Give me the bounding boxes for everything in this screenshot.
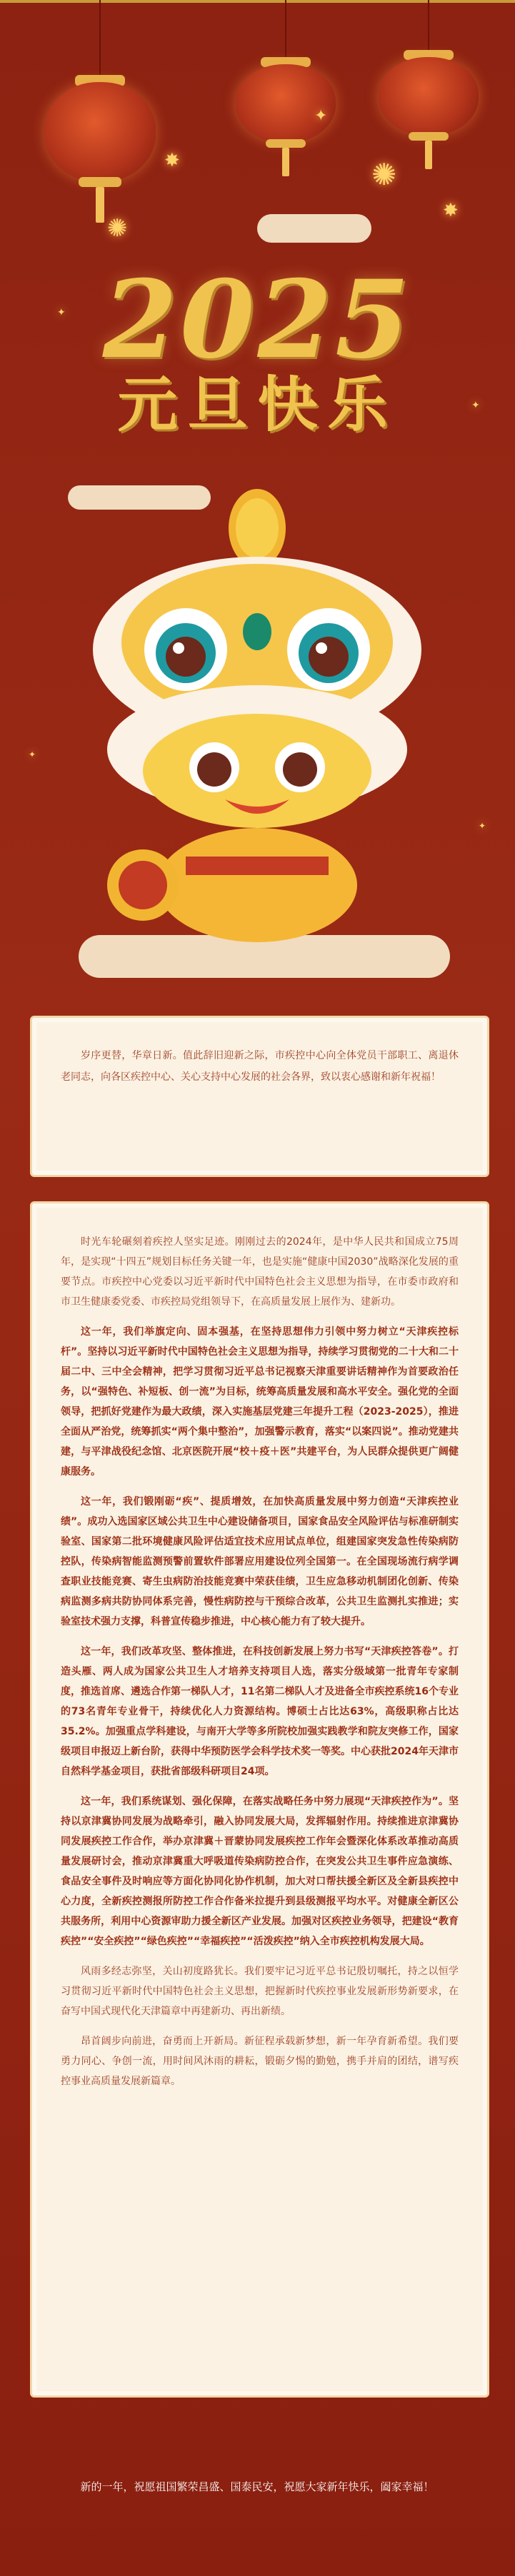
paragraph-outlook: 风雨多经志弥坚，关山初度路犹长。我们要牢记习近平总书记殷切嘱托，持之以恒学习贯彻习近平新时代中国特色社会主义思想，把握新时代疾控事业发展新形势新要求，在奋写中国式现代化天津篇章中再建新功、再出新绩。 (61, 1966, 459, 2017)
star-sparkle-icon: ✦ (479, 821, 486, 831)
firework-sparkle-icon: ✺ (371, 157, 397, 192)
paragraph-review: 时光车轮碾刻着疾控人坚实足迹。刚刚过去的2024年，是中华人民共和国成立75周年，是实现“十四五”规划目标任务关键一年，也是实施“健康中国2030”战略深化发展的重要节点。市疾控中心党委以习近平新时代中国特色社会主义思想为指导，在市委市政府和市卫生健康委党委、市疾控局党组领导下，在高质量发展上展作为、建新功。 (61, 1236, 459, 1308)
year-title: 2025 (102, 257, 413, 383)
lantern-left (29, 0, 171, 236)
intro-paragraph: 岁序更替，华章日新。值此辞旧迎新之际，市疾控中心向全体党员干部职工、离退休老同志，向各区疾控中心、关心支持中心发展的社会各界，致以衷心感谢和新年祝福！ (61, 1050, 459, 1083)
lantern-center (214, 0, 357, 186)
lion-dance-illustration (79, 485, 436, 985)
paragraph-party-building: 这一年，我们举旗定向、固本强基，在坚持思想伟力引领中努力树立“天津疾控标杆”。坚持以习近平新时代中国特色社会主义思想为指导，持续学习贯彻党的二十大和二十届二中、三中全会精神，把学习贯彻习近平总书记视察天津重要讲话精神作为首要政治任务，以“强特色、补短板、创一流”为目标，统筹高质量发展和高水平安全。强化党的全面领导，把抓好党建作为最大政绩，深入实施基层党建三年提升工程（2023-2025），推进全面从严治党，统筹抓实“两个集中整治”，加强警示教育，落实“以案四说”。推动党建共建，与平津战役纪念馆、北京医院开展“校＋疫＋医”共建平台，为人民群众提供更广阔健康服务。 (61, 1326, 459, 1478)
firework-sparkle-icon: ✦ (314, 107, 328, 125)
firework-sparkle-icon: ✸ (164, 150, 180, 171)
paragraph-closing: 昂首阔步向前进，奋勇而上开新局。新征程承载新梦想，新一年孕育新希望。我们要勇力同心、争创一流，用时间风沐雨的耕耘，锻砺夕惕的勤勉，携手并肩的团结，谱写疾控事业高质量发展新篇章。 (61, 2036, 459, 2087)
star-sparkle-icon: ✦ (29, 749, 36, 759)
paragraph-development: 这一年，我们锻刚砺“疾”、提质增效，在加快高质量发展中努力创造“天津疾控业绩”。成功入选国家区域公共卫生中心建设储备项目，国家食品安全风险评估与标准研制实验室、国家第二批环境健康风险评估适宜技术应用试点单位，组建国家突发急性传染病防控队，传染病智能监测预警前置软件部署应用建设位列全国第一。在全国现场流行病学调查职业技能竞赛、寄生虫病防治技能竞赛中荣获佳绩，卫生应急移动机制团化创新、传染病监测多病共防协同体系完善，慢性病防控与干预综合改革，公共卫生监测扎实推进；实验室技术强力支撑，科普宣传稳步推进，中心核心能力有了较大提升。 (61, 1496, 459, 1627)
star-sparkle-icon: ✦ (57, 307, 66, 318)
new-year-greeting-title: 元旦快乐 (117, 370, 398, 440)
cloud-decoration (257, 214, 371, 243)
paragraph-innovation: 这一年，我们改革攻坚、整体推进，在科技创新发展上努力书写“天津疾控答卷”。打造头雁、两人成为国家公共卫生人才培养支持项目人选，落实分级域第一批青年专家制度，推选首席、遴选合作第一梯队人才，11名第二梯队人才及进备全市疾控系统16个专业的73名青年专业骨干，持续优化人力资源结构。博硕士占比达63%，高级职称占比达35.2%。加强重点学科建设，与南开大学等多所院校加强实践教学和院友突修工作，国家级项目申报迈上新台阶，获得中华预防医学会科学技术奖一等奖。中心获批2024年天津市自然科学基金项目，获批省部级科研项目24项。 (61, 1646, 459, 1777)
intro-greeting-card (30, 1016, 489, 1177)
footer-greeting: 新的一年，祝愿祖国繁荣昌盛、国泰民安，祝愿大家新年快乐，阖家幸福！ (80, 2480, 434, 2493)
firework-sparkle-icon: ✺ (107, 214, 128, 243)
firework-sparkle-icon: ✸ (443, 200, 459, 221)
main-content-card (30, 1201, 489, 2398)
star-sparkle-icon: ✦ (471, 400, 480, 411)
paragraph-strategy: 这一年，我们系统谋划、强化保障，在落实战略任务中努力展现“天津疾控作为”。坚持以京津冀协同发展为战略牵引，融入协同发展大局，发挥辐射作用。持续推进京津冀协同发展疾控工作合作，举办京津冀＋晋蒙协同发展疾控工作年会暨深化体系改革推动高质量发展研讨会，推动京津冀重大呼吸道传染病防控合作，在突发公共卫生事件应急演练、食品安全事件及时响应等方面化协同化协作机制，加大对口帮扶援全新区及全新县疾控中心力度，全新疾控测报所防控工作合作备米拉提升到县级测报平均水平。对健康全新区公共服务所，利用中心资源审助力援全新区产业发展。加强对区疾控业务领导，把建设“教育疾控”“安全疾控”“绿色疾控”“幸福疾控”“活泼疾控”纳入全市疾控机构发展大局。 (61, 1796, 459, 1947)
